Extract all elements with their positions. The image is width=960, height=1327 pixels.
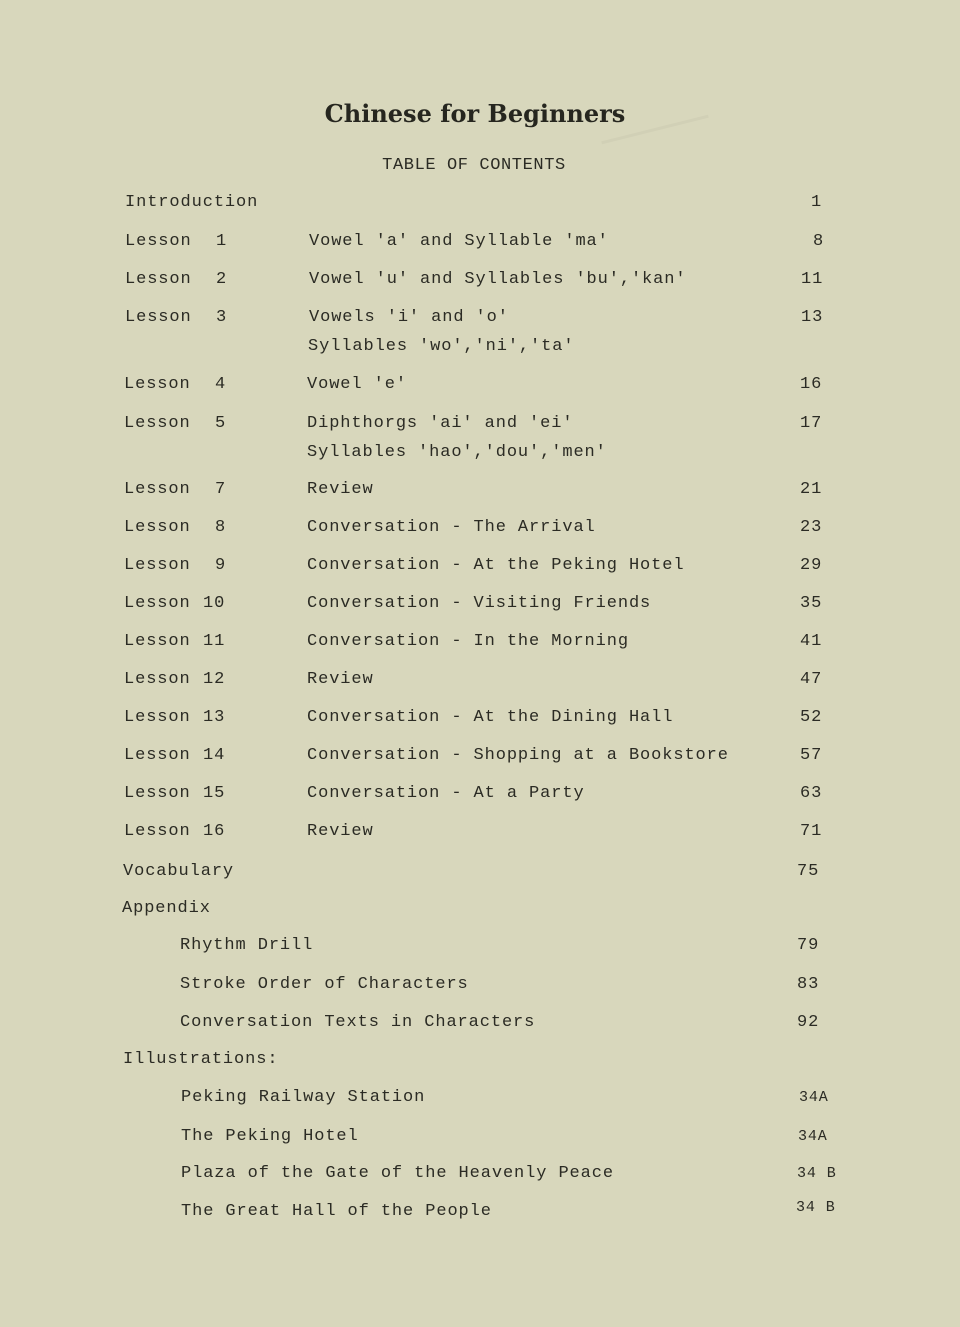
lesson-title: Review <box>307 822 374 841</box>
section-label: Appendix <box>122 899 211 918</box>
toc-entry-lesson <box>124 669 844 691</box>
entry-title: Conversation Texts in Characters <box>180 1013 536 1032</box>
illustration-item <box>181 1163 861 1185</box>
toc-entry-lesson <box>124 745 844 767</box>
lesson-title: Conversation - Shopping at a Bookstore <box>307 746 729 765</box>
lesson-title: Conversation - At the Peking Hotel <box>307 556 685 575</box>
toc-entry-vocabulary <box>123 861 823 883</box>
lesson-label: Lesson <box>124 375 191 394</box>
entry-page: 92 <box>797 1013 820 1032</box>
page-title: Chinese for Beginners <box>324 99 626 128</box>
toc-heading: TABLE OF CONTENTS <box>382 156 566 175</box>
entry-label: Vocabulary <box>123 862 235 881</box>
toc-entry-lesson <box>124 631 844 653</box>
lesson-subtitle: Syllables 'wo','ni','ta' <box>308 337 575 356</box>
lesson-page: 57 <box>800 746 823 765</box>
lesson-page: 71 <box>800 822 823 841</box>
entry-page: 1 <box>811 193 823 212</box>
lesson-title: Vowel 'a' and Syllable 'ma' <box>309 232 609 251</box>
appendix-item <box>180 935 840 957</box>
lesson-number: 10 <box>203 594 226 613</box>
entry-title: Peking Railway Station <box>181 1088 426 1107</box>
lesson-number: 13 <box>203 708 226 727</box>
lesson-page: 17 <box>800 414 823 433</box>
lesson-label: Lesson <box>124 414 191 433</box>
entry-page: 83 <box>797 975 820 994</box>
lesson-number: 12 <box>203 670 226 689</box>
toc-entry-lesson <box>124 517 844 539</box>
lesson-page: 29 <box>800 556 823 575</box>
lesson-title: Conversation - In the Morning <box>307 632 629 651</box>
entry-page: 34A <box>799 1089 829 1106</box>
toc-entry-lesson <box>124 821 844 843</box>
entry-title: Plaza of the Gate of the Heavenly Peace <box>181 1164 614 1183</box>
lesson-number: 2 <box>216 270 228 289</box>
lesson-number: 16 <box>203 822 226 841</box>
appendix-item <box>180 1012 840 1034</box>
lesson-subtitle: Syllables 'hao','dou','men' <box>307 443 607 462</box>
toc-entry-introduction <box>125 192 825 214</box>
toc-entry-lesson <box>124 555 844 577</box>
entry-page: 79 <box>797 936 820 955</box>
lesson-number: 5 <box>215 414 227 433</box>
lesson-page: 63 <box>800 784 823 803</box>
lesson-label: Lesson <box>124 746 191 765</box>
lesson-title: Vowels 'i' and 'o' <box>309 308 509 327</box>
appendix-item <box>180 974 840 996</box>
lesson-number: 11 <box>203 632 226 651</box>
lesson-number: 8 <box>215 518 227 537</box>
lesson-title: Vowel 'e' <box>307 375 407 394</box>
lesson-number: 15 <box>203 784 226 803</box>
lesson-page: 35 <box>800 594 823 613</box>
lesson-number: 14 <box>203 746 226 765</box>
lesson-title: Diphthorgs 'ai' and 'ei' <box>307 414 574 433</box>
lesson-page: 52 <box>800 708 823 727</box>
entry-title: The Great Hall of the People <box>181 1202 492 1221</box>
toc-section-illustrations <box>123 1049 823 1071</box>
lesson-title: Conversation - At the Dining Hall <box>307 708 674 727</box>
lesson-page: 47 <box>800 670 823 689</box>
lesson-label: Lesson <box>124 784 191 803</box>
toc-entry-lesson <box>124 479 844 501</box>
toc-entry-lesson <box>124 783 844 805</box>
lesson-number: 4 <box>215 375 227 394</box>
toc-entry-lesson <box>125 307 845 356</box>
lesson-number: 1 <box>216 232 228 251</box>
toc-entry-lesson <box>125 231 845 253</box>
toc-entry-lesson <box>124 413 844 462</box>
lesson-label: Lesson <box>124 594 191 613</box>
lesson-label: Lesson <box>124 822 191 841</box>
lesson-title: Review <box>307 480 374 499</box>
lesson-label: Lesson <box>124 708 191 727</box>
entry-title: The Peking Hotel <box>181 1127 359 1146</box>
lesson-title: Conversation - The Arrival <box>307 518 596 537</box>
lesson-page: 21 <box>800 480 823 499</box>
lesson-title: Conversation - Visiting Friends <box>307 594 652 613</box>
entry-title: Stroke Order of Characters <box>180 975 469 994</box>
toc-entry-lesson <box>124 374 844 396</box>
lesson-label: Lesson <box>124 556 191 575</box>
lesson-page: 23 <box>800 518 823 537</box>
lesson-label: Lesson <box>124 480 191 499</box>
illustration-item <box>181 1197 861 1219</box>
lesson-title: Conversation - At a Party <box>307 784 585 803</box>
lesson-page: 13 <box>801 308 824 327</box>
entry-page: 75 <box>797 862 820 881</box>
lesson-page: 16 <box>800 375 823 394</box>
toc-entry-lesson <box>124 707 844 729</box>
lesson-number: 3 <box>216 308 228 327</box>
lesson-label: Lesson <box>124 670 191 689</box>
lesson-label: Lesson <box>125 270 192 289</box>
lesson-label: Lesson <box>125 308 192 327</box>
entry-page: 34A <box>798 1128 828 1145</box>
entry-page: 34 B <box>796 1199 836 1216</box>
lesson-number: 7 <box>215 480 227 499</box>
toc-entry-lesson <box>124 593 844 615</box>
entry-title: Rhythm Drill <box>180 936 314 955</box>
section-label: Illustrations: <box>123 1050 279 1069</box>
toc-section-appendix <box>122 898 822 920</box>
lesson-label: Lesson <box>125 232 192 251</box>
lesson-page: 11 <box>801 270 824 289</box>
illustration-item <box>181 1126 861 1148</box>
lesson-number: 9 <box>215 556 227 575</box>
entry-label: Introduction <box>125 193 259 212</box>
lesson-label: Lesson <box>124 518 191 537</box>
lesson-page: 41 <box>800 632 823 651</box>
lesson-label: Lesson <box>124 632 191 651</box>
entry-page: 34 B <box>797 1165 837 1182</box>
lesson-title: Vowel 'u' and Syllables 'bu','kan' <box>309 270 687 289</box>
toc-entry-lesson <box>125 269 845 291</box>
lesson-title: Review <box>307 670 374 689</box>
lesson-page: 8 <box>813 232 825 251</box>
illustration-item <box>181 1087 861 1109</box>
